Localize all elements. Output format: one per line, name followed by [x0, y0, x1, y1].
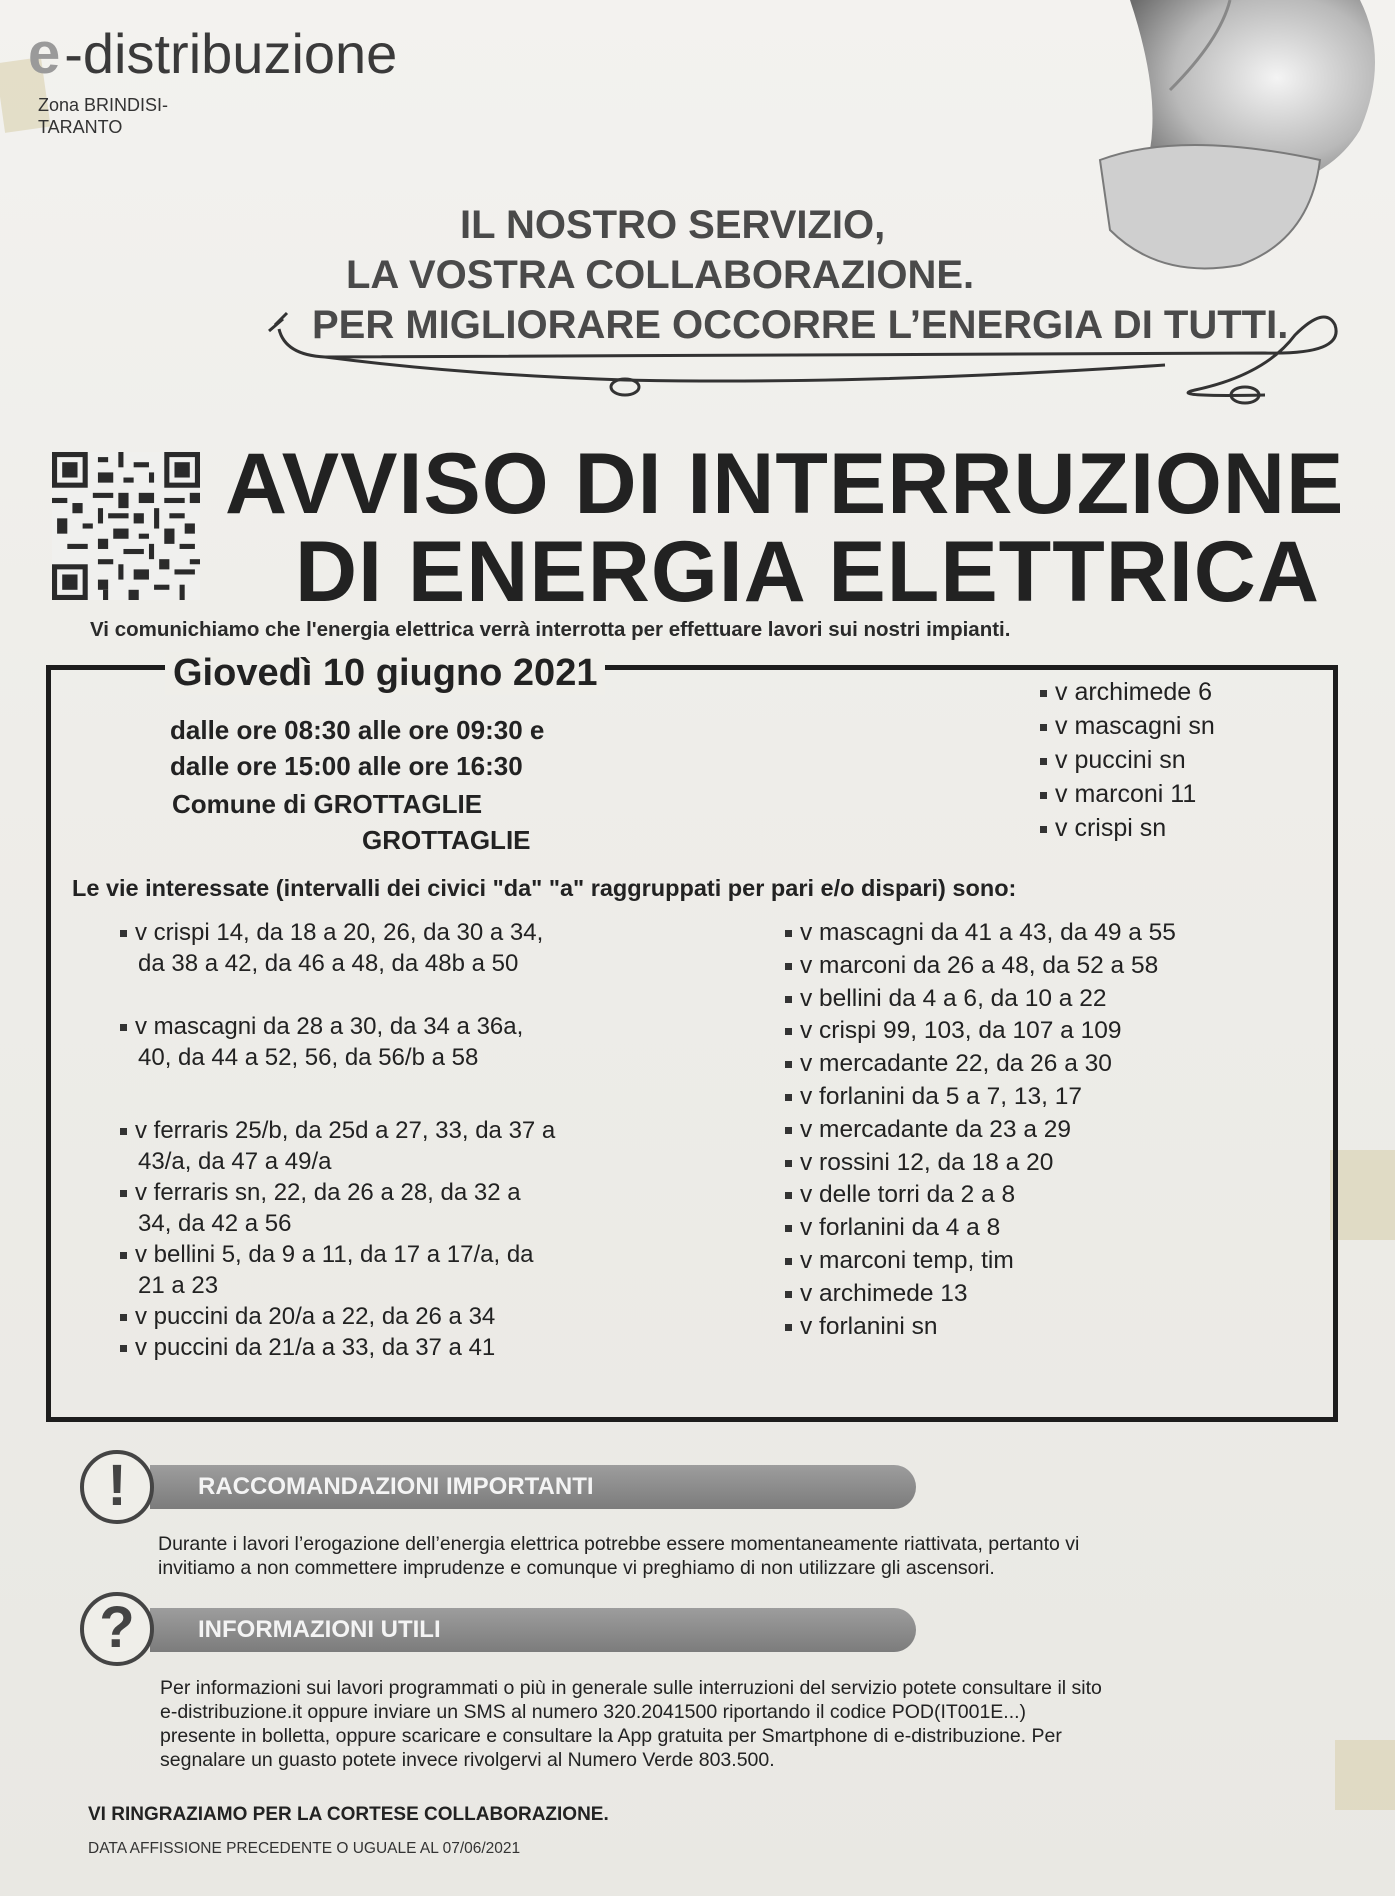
street-line: v bellini 5, da 9 a 11, da 17 a 17/a, da [135, 1241, 534, 1268]
bullet-icon [785, 1291, 792, 1298]
recommendations-line-1: Durante i lavori l’erogazione dell’energia elettrica potrebbe essere momentaneamente riattivata, pertanto vi [158, 1533, 1080, 1555]
street-name: v forlanini da 4 a 8 [800, 1214, 1001, 1242]
street-name: v bellini da 4 a 6, da 10 a 22 [800, 984, 1107, 1012]
left-streets-list [120, 917, 660, 1363]
bullet-icon [785, 1127, 792, 1134]
street-line: da 38 a 42, da 46 a 48, da 48b a 50 [138, 950, 519, 977]
list-item [120, 1332, 660, 1363]
bullet-icon [120, 1190, 127, 1197]
interruption-hours [170, 712, 544, 784]
bullet-icon [785, 930, 792, 937]
list-item [120, 1239, 660, 1301]
street-name: v mascagni sn [1055, 712, 1215, 740]
street-line: 34, da 42 a 56 [138, 1210, 292, 1237]
slogan-line-3: PER MIGLIORARE OCCORRE L’ENERGIA DI TUTTI. [312, 303, 1289, 347]
recommendations-title: RACCOMANDAZIONI IMPORTANTI [198, 1473, 594, 1500]
recommendations-bar [150, 1465, 916, 1509]
intro-text: Vi comunichiamo che l'energia elettrica verrà interrotta per effettuare lavori sui nostri impianti. [90, 618, 1011, 641]
street-line: v crispi 14, da 18 a 20, 26, da 30 a 34, [135, 919, 544, 946]
list-item [120, 1011, 660, 1073]
list-item [785, 1245, 1305, 1278]
bullet-icon [785, 1225, 792, 1232]
plug-cable-icon [265, 305, 1375, 415]
list-item [785, 1048, 1305, 1081]
exclamation-icon: ! [80, 1450, 154, 1524]
notice-title [225, 436, 1385, 620]
bullet-icon [1040, 690, 1047, 697]
list-item [785, 1114, 1305, 1147]
title-line-2: DI ENERGIA ELETTRICA [295, 524, 1320, 620]
bullet-icon [120, 1252, 127, 1259]
street-line: 21 a 23 [138, 1272, 219, 1299]
list-item [1040, 811, 1215, 845]
bullet-icon [1040, 826, 1047, 833]
slogan-line-1: IL NOSTRO SERVIZIO, [460, 203, 886, 247]
street-name: v mercadante 22, da 26 a 30 [800, 1050, 1112, 1078]
street-name: v forlanini da 5 a 7, 13, 17 [800, 1082, 1082, 1110]
list-item [785, 1015, 1305, 1048]
list-item [785, 917, 1305, 950]
list-item [1040, 709, 1215, 743]
zone-label [38, 94, 168, 138]
bullet-icon [785, 1192, 792, 1199]
list-item [785, 950, 1305, 983]
bullet-icon [120, 1314, 127, 1321]
list-item [120, 1301, 660, 1332]
street-name: v mercadante da 23 a 29 [800, 1115, 1072, 1143]
street-line: v ferraris 25/b, da 25d a 27, 33, da 37 a [135, 1117, 556, 1144]
bullet-icon [785, 1258, 792, 1265]
streets-header: Le vie interessate (intervalli dei civici "da" "a" raggruppati per pari e/o dispari) sono: [72, 875, 1017, 901]
hours-line-2: dalle ore 15:00 alle ore 16:30 [170, 751, 523, 781]
bullet-icon [1040, 792, 1047, 799]
list-item [785, 1179, 1305, 1212]
comune-label: Comune di GROTTAGLIE [172, 789, 483, 819]
info-text [160, 1676, 1340, 1772]
street-name: v archimede 13 [800, 1279, 968, 1307]
list-item [120, 917, 660, 979]
bullet-icon [785, 963, 792, 970]
top-streets-list [1040, 675, 1215, 845]
tape-bottom-right [1335, 1740, 1395, 1810]
list-item [785, 1147, 1305, 1180]
tape-mid-right [1330, 1150, 1395, 1240]
recommendations-text [158, 1532, 1338, 1580]
street-line: v ferraris sn, 22, da 26 a 28, da 32 a [135, 1179, 521, 1206]
posting-date: DATA AFFISSIONE PRECEDENTE O UGUALE AL 07/06/2021 [88, 1840, 521, 1857]
brand-logo [28, 20, 397, 87]
street-name: v marconi 11 [1055, 780, 1197, 808]
street-line: v puccini da 20/a a 22, da 26 a 34 [135, 1303, 496, 1330]
list-item [120, 1115, 660, 1177]
logo-mark: e [28, 21, 61, 86]
list-item [1040, 675, 1215, 709]
street-line: v mascagni da 28 a 30, da 34 a 36a, [135, 1013, 524, 1040]
comune [172, 786, 531, 858]
street-name: v puccini sn [1055, 746, 1186, 774]
street-name: v delle torri da 2 a 8 [800, 1181, 1016, 1209]
question-icon: ? [80, 1592, 154, 1666]
interruption-date: Giovedì 10 giugno 2021 [165, 652, 605, 695]
bullet-icon [785, 1160, 792, 1167]
list-item [785, 1311, 1305, 1344]
street-name: v rossini 12, da 18 a 20 [800, 1148, 1054, 1176]
list-item [1040, 777, 1215, 811]
logo-text: -distribuzione [64, 22, 398, 85]
street-line: v puccini da 21/a a 33, da 37 a 41 [135, 1334, 496, 1361]
zone-line-2: TARANTO [38, 117, 123, 137]
thanks-text: VI RINGRAZIAMO PER LA CORTESE COLLABORAZIONE. [88, 1804, 609, 1825]
info-title: INFORMAZIONI UTILI [198, 1616, 441, 1643]
bullet-icon [785, 1324, 792, 1331]
list-item [785, 1212, 1305, 1245]
list-item [785, 983, 1305, 1016]
list-item [1040, 743, 1215, 777]
street-line: 40, da 44 a 52, 56, da 56/b a 58 [138, 1044, 479, 1071]
street-name: v marconi temp, tim [800, 1246, 1014, 1274]
bullet-icon [120, 1345, 127, 1352]
bullet-icon [785, 1094, 792, 1101]
bullet-icon [1040, 758, 1047, 765]
street-line: 43/a, da 47 a 49/a [138, 1148, 332, 1175]
street-name: v archimede 6 [1055, 678, 1213, 706]
list-item [785, 1081, 1305, 1114]
street-name: v marconi da 26 a 48, da 52 a 58 [800, 951, 1159, 979]
list-item [120, 1177, 660, 1239]
info-line-4: segnalare un guasto potete invece rivolgervi al Numero Verde 803.500. [160, 1749, 775, 1771]
bullet-icon [785, 1028, 792, 1035]
info-line-2: e-distribuzione.it oppure inviare un SMS al numero 320.2041500 riportando il codice POD(IT001E...) [160, 1701, 1027, 1723]
bullet-icon [1040, 724, 1047, 731]
slogan-line-2: LA VOSTRA COLLABORAZIONE. [346, 253, 975, 297]
street-name: v crispi sn [1055, 814, 1167, 842]
right-streets-list [785, 917, 1305, 1343]
info-bar [150, 1608, 916, 1652]
comune-line-2: GROTTAGLIE [362, 825, 531, 855]
list-item [785, 1278, 1305, 1311]
qr-code-icon [52, 452, 200, 600]
bullet-icon [120, 1024, 127, 1031]
street-name: v forlanini sn [800, 1312, 938, 1340]
info-line-1: Per informazioni sui lavori programmati o più in generale sulle interruzioni del servizio potete consultare il sito [160, 1677, 1102, 1699]
bullet-icon [120, 930, 127, 937]
bullet-icon [785, 996, 792, 1003]
info-line-3: presente in bolletta, oppure scaricare e consultare la App gratuita per Smartphone di e-distribuzione. Per [160, 1725, 1062, 1747]
bullet-icon [120, 1128, 127, 1135]
street-name: v mascagni da 41 a 43, da 49 a 55 [800, 919, 1176, 946]
recommendations-line-2: invitiamo a non commettere imprudenze e comunque vi preghiamo di non utilizzare gli ascensori. [158, 1557, 995, 1579]
zone-line-1: Zona BRINDISI- [38, 95, 169, 115]
title-line-1: AVVISO DI INTERRUZIONE [225, 436, 1345, 532]
hours-line-1: dalle ore 08:30 alle ore 09:30 e [170, 715, 545, 745]
street-name: v crispi 99, 103, da 107 a 109 [800, 1017, 1122, 1045]
bullet-icon [785, 1061, 792, 1068]
